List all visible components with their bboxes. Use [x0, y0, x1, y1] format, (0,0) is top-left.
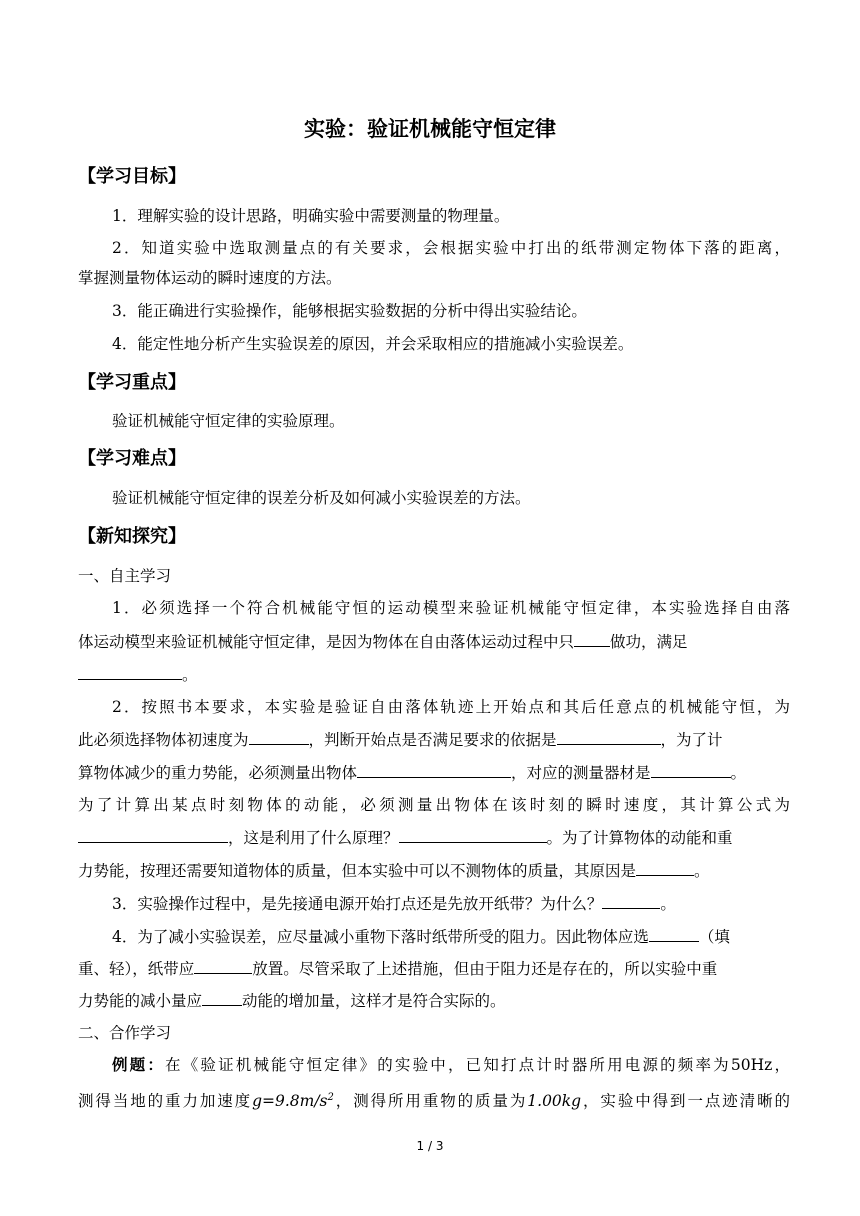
question-4-line: 4．为了减小实验误差，应尽量减小重物下落时纸带所受的阻力。因此物体应选 （填	[112, 928, 730, 946]
question-2-line: 此必须选择物体初速度为 ，判断开始点是否满足要求的依据是 ，为了计	[78, 731, 723, 749]
fill-blank[interactable]	[602, 893, 660, 909]
goal-item: 4．能定性地分析产生实验误差的原因，并会采取相应的措施减小实验误差。	[112, 335, 634, 353]
subsection-self-study: 一、自主学习	[78, 567, 172, 585]
section-heading-explore: 【新知探究】	[78, 526, 186, 547]
question-3-line: 3．实验操作过程中，是先接通电源开始打点还是先放开纸带？为什么？ 。	[112, 895, 676, 913]
page-title: 实验：验证机械能守恒定律	[304, 117, 556, 141]
fill-blank[interactable]	[78, 827, 228, 843]
fill-blank[interactable]	[557, 729, 661, 745]
question-2-line: 为了计算出某点时刻物体的动能，必须测量出物体在该时刻的瞬时速度，其计算公式为	[78, 796, 790, 814]
fill-blank[interactable]	[399, 827, 547, 843]
example-line: 测得当地的重力加速度$g=9.8m/s^2$，测得所用重物的质量为1.00kg，实验中得到一点迹清晰的	[78, 1092, 790, 1111]
goal-item: 1．理解实验的设计思路，明确实验中需要测量的物理量。	[112, 207, 510, 225]
fill-blank[interactable]	[636, 860, 694, 876]
question-4-line: 力势能的减小量应 动能的增加量，这样才是符合实际的。	[78, 992, 506, 1010]
question-4-line: 重、轻），纸带应 放置。尽管采取了上述措施，但由于阻力还是存在的，所以实验中重	[78, 960, 718, 978]
question-2-line: 算物体减少的重力势能，必须测量出物体 ，对应的测量器材是 。	[78, 764, 747, 782]
goal-item: 3．能正确进行实验操作，能够根据实验数据的分析中得出实验结论。	[112, 302, 587, 320]
question-1-line: 。	[78, 664, 790, 685]
difficulties-text: 验证机械能守恒定律的误差分析及如何减小实验误差的方法。	[112, 489, 531, 507]
goal-item-continued: 掌握测量物体运动的瞬时速度的方法。	[78, 269, 342, 287]
section-heading-key-points: 【学习重点】	[78, 372, 186, 393]
goal-item: 2．知道实验中选取测量点的有关要求，会根据实验中打出的纸带测定物体下落的距离，	[112, 239, 790, 257]
fill-blank[interactable]	[78, 664, 182, 680]
question-2-line: ，这是利用了什么原理？ 。为了计算物体的动能和重	[78, 827, 790, 848]
question-1-line: 1．必须选择一个符合机械能守恒的运动模型来验证机械能守恒定律，本实验选择自由落	[112, 599, 790, 617]
fill-blank[interactable]	[194, 958, 252, 974]
question-2-line: 2．按照书本要求，本实验是验证自由落体轨迹上开始点和其后任意点的机械能守恒，为	[112, 698, 790, 716]
question-1-line: 体运动模型来验证机械能守恒定律，是因为物体在自由落体运动过程中只 做功，满足	[78, 633, 688, 651]
fill-blank[interactable]	[651, 762, 731, 778]
page-number: 1 / 3	[416, 1139, 444, 1153]
fill-blank[interactable]	[357, 762, 511, 778]
fill-blank[interactable]	[202, 990, 242, 1006]
section-heading-difficulties: 【学习难点】	[78, 448, 186, 469]
section-heading-goals: 【学习目标】	[78, 166, 186, 187]
key-points-text: 验证机械能守恒定律的实验原理。	[112, 412, 345, 430]
question-2-line: 力势能，按理还需要知道物体的质量，但本实验中可以不测物体的质量，其原因是 。	[78, 862, 710, 880]
example-label: 例题：	[112, 1055, 166, 1074]
fill-blank[interactable]	[649, 926, 699, 942]
subsection-cooperative-study: 二、合作学习	[78, 1024, 172, 1042]
fill-blank[interactable]	[249, 729, 309, 745]
example-line: 例题：在《验证机械能守恒定律》的实验中，已知打点计时器所用电源的频率为50Hz，	[112, 1055, 790, 1074]
fill-blank[interactable]	[574, 631, 610, 647]
